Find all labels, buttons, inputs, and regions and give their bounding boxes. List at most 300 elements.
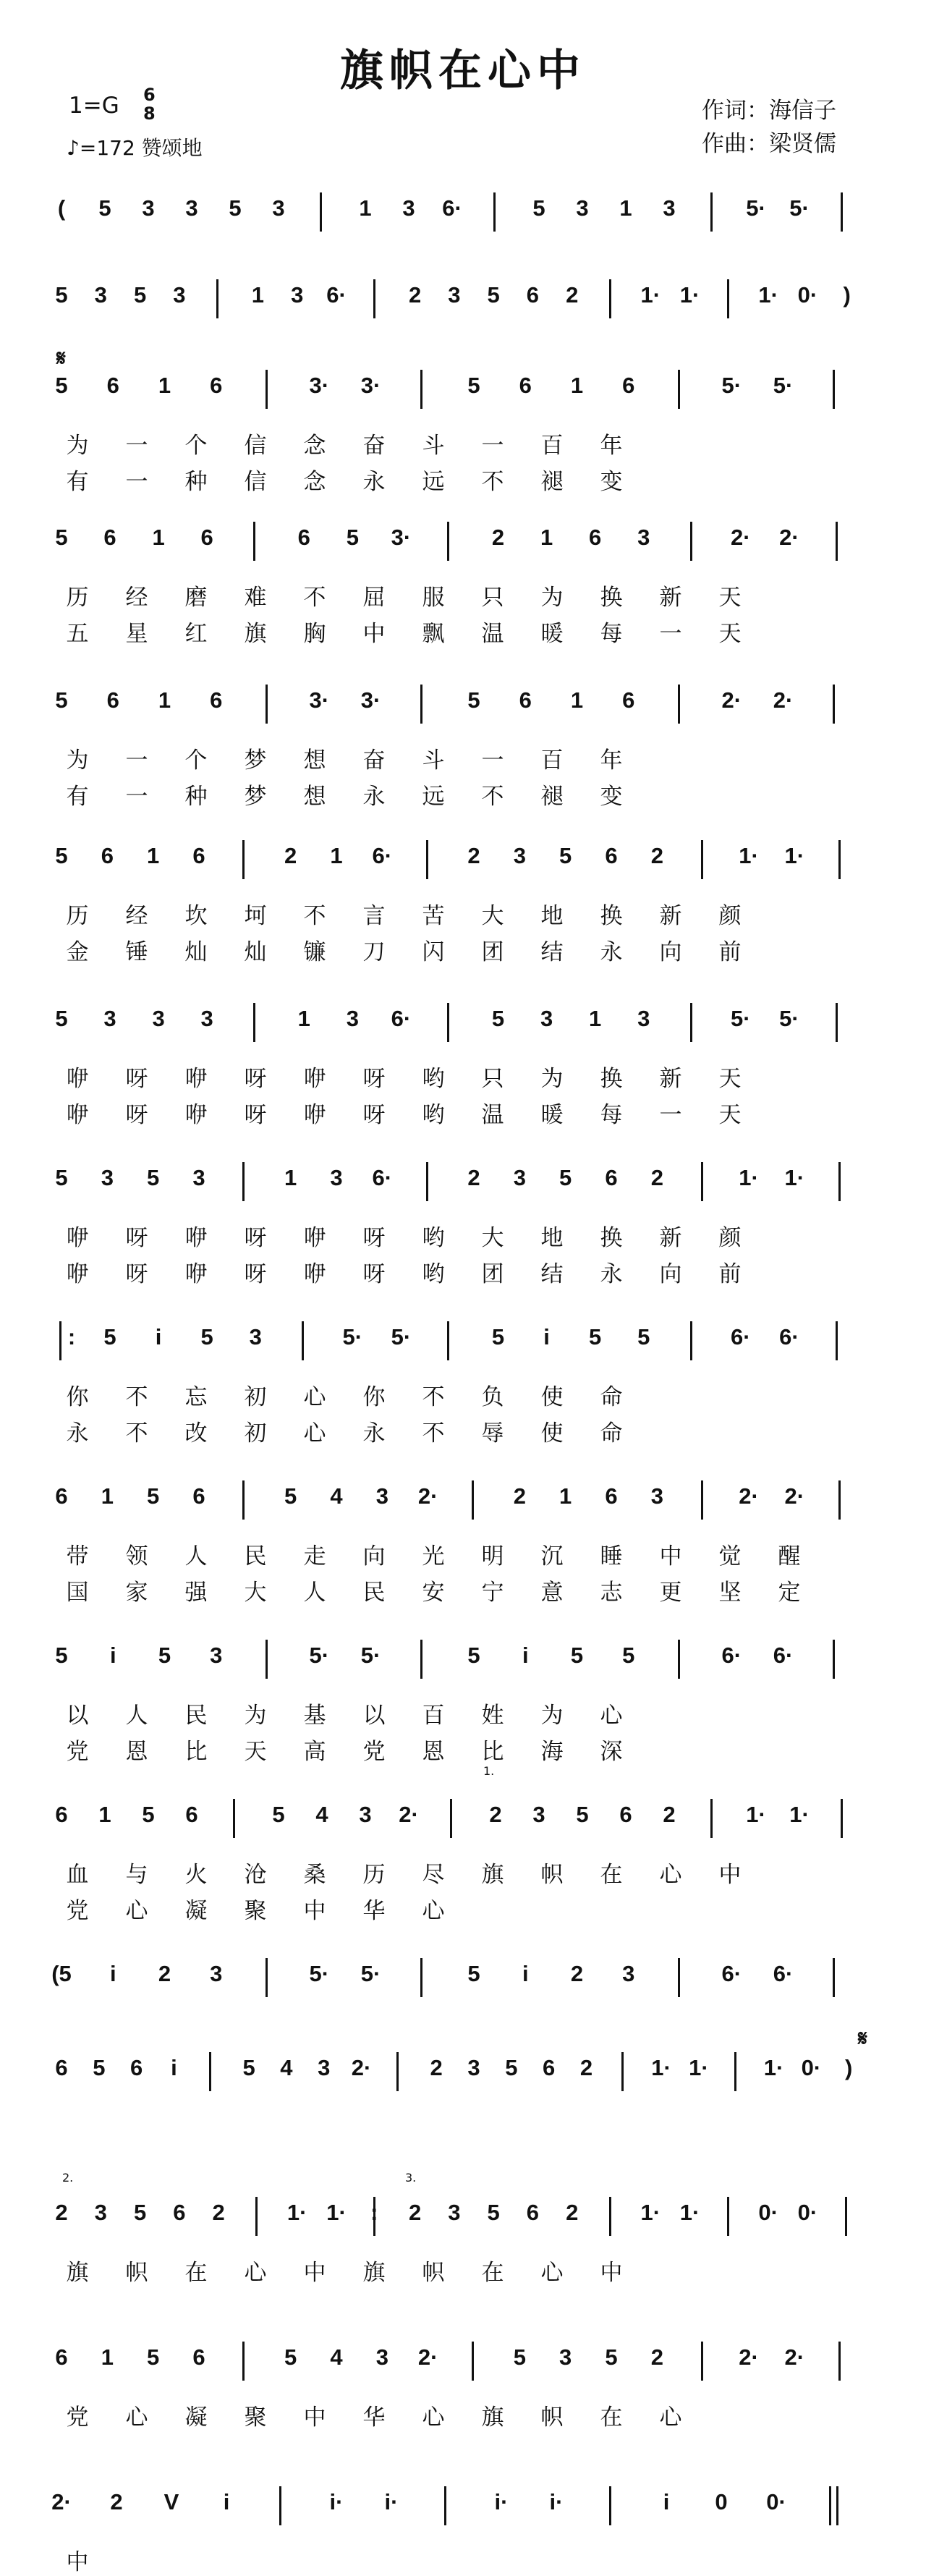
lyric-syllable: 红 bbox=[184, 621, 208, 647]
note: 3 bbox=[94, 282, 107, 308]
barline bbox=[447, 1003, 449, 1042]
lyric-syllable: 为 bbox=[66, 747, 89, 774]
key-signature: 1=G bbox=[69, 93, 119, 119]
note: 1 bbox=[101, 1483, 114, 1509]
lyric-syllable: 换 bbox=[600, 1225, 623, 1251]
note: 3 bbox=[185, 195, 198, 221]
note: 2· bbox=[773, 687, 794, 713]
lyric-syllable: 向 bbox=[362, 1543, 386, 1569]
barline bbox=[734, 2052, 736, 2091]
note: 5· bbox=[773, 373, 794, 398]
barline bbox=[701, 2342, 703, 2381]
note: 1 bbox=[359, 195, 372, 221]
lyric-line bbox=[51, 1892, 875, 1924]
lyric-syllable: 宁 bbox=[481, 1580, 504, 1606]
note: 6· bbox=[326, 282, 347, 308]
lyric-syllable: 为 bbox=[540, 585, 564, 611]
barline bbox=[209, 2052, 211, 2091]
note: i bbox=[663, 2489, 670, 2514]
lyric-syllable: 天 bbox=[718, 621, 742, 647]
lyric-syllable: 哟 bbox=[422, 1261, 445, 1287]
lyric-syllable: 哟 bbox=[422, 1225, 445, 1251]
note: 5 bbox=[559, 843, 572, 868]
lyric-syllable: 在 bbox=[184, 2260, 208, 2286]
note: 1· bbox=[746, 1802, 766, 1827]
barline bbox=[266, 1958, 268, 1997]
note: 3 bbox=[559, 2344, 572, 2370]
note: 5 bbox=[272, 1802, 285, 1827]
note: 6 bbox=[200, 525, 213, 550]
repeat-sign: : bbox=[370, 2200, 378, 2225]
lyric-syllable: 心 bbox=[422, 2405, 445, 2431]
lyric-syllable: 一 bbox=[481, 433, 504, 459]
barline bbox=[833, 370, 835, 409]
note: 6 bbox=[622, 373, 635, 398]
barline bbox=[253, 522, 255, 561]
composer: 作曲：梁贤儒 bbox=[702, 131, 836, 157]
note: 3 bbox=[375, 2344, 388, 2370]
note: 3 bbox=[101, 1165, 114, 1190]
note: 2· bbox=[739, 1483, 759, 1509]
note: 1 bbox=[330, 843, 343, 868]
lyric-syllable: 奋 bbox=[362, 747, 386, 774]
barline bbox=[609, 2486, 611, 2525]
note: 4 bbox=[330, 1483, 343, 1509]
lyric-syllable: 念 bbox=[303, 469, 326, 495]
lyric-syllable: 沧 bbox=[244, 1862, 267, 1888]
lyric-syllable: 永 bbox=[600, 1261, 623, 1287]
lyric-syllable: 中 bbox=[718, 1862, 742, 1888]
lyric-syllable: 咿 bbox=[66, 1102, 89, 1128]
lyric-syllable: 远 bbox=[422, 469, 445, 495]
lyric-syllable: 在 bbox=[481, 2260, 504, 2286]
lyric-syllable: 中 bbox=[303, 2405, 326, 2431]
barline bbox=[710, 192, 713, 232]
note: 3 bbox=[152, 1006, 165, 1031]
notation-line bbox=[51, 525, 875, 561]
notation-line bbox=[51, 1165, 875, 1201]
note: 1 bbox=[570, 373, 584, 398]
lyric-syllable: 天 bbox=[718, 1066, 742, 1092]
lyric-syllable: 中 bbox=[66, 2549, 89, 2575]
lyric-syllable: 旗 bbox=[66, 2260, 89, 2286]
lyric-syllable: 以 bbox=[362, 1703, 386, 1729]
note: 3 bbox=[663, 195, 676, 221]
lyric-syllable: 奋 bbox=[362, 433, 386, 459]
barline bbox=[472, 1480, 474, 1520]
barline bbox=[829, 2486, 838, 2525]
note: 1 bbox=[559, 1483, 572, 1509]
lyric-syllable: 信 bbox=[244, 433, 267, 459]
lyric-syllable: 华 bbox=[362, 1898, 386, 1924]
lyric-syllable: 凝 bbox=[184, 2405, 208, 2431]
lyric-line bbox=[51, 2543, 875, 2575]
lyric-syllable: 强 bbox=[184, 1580, 208, 1606]
lyric-syllable: 心 bbox=[600, 1703, 623, 1729]
lyric-syllable: 暖 bbox=[540, 1102, 564, 1128]
note: 0· bbox=[766, 2489, 786, 2514]
note: 3 bbox=[540, 1006, 553, 1031]
barline bbox=[426, 1162, 428, 1201]
lyric-syllable: 党 bbox=[66, 2405, 89, 2431]
lyric-syllable: 只 bbox=[481, 585, 504, 611]
note: 3· bbox=[391, 525, 412, 550]
note: 2 bbox=[570, 1961, 584, 1986]
lyric-line bbox=[51, 742, 875, 774]
note: 6 bbox=[192, 1483, 205, 1509]
note: 5 bbox=[346, 525, 359, 550]
lyric-syllable: 改 bbox=[184, 1420, 208, 1446]
notation-line bbox=[51, 1324, 875, 1360]
lyric-line bbox=[51, 1733, 875, 1765]
lyric-syllable: 咿 bbox=[66, 1225, 89, 1251]
lyric-syllable: 苦 bbox=[422, 903, 445, 929]
lyric-syllable: 命 bbox=[600, 1420, 623, 1446]
barline bbox=[621, 2052, 624, 2091]
lyric-syllable: 家 bbox=[125, 1580, 148, 1606]
volta-label: 1. bbox=[483, 1764, 495, 1778]
lyric-syllable: 地 bbox=[540, 903, 564, 929]
note: 2· bbox=[779, 525, 799, 550]
segno-mark: 𝄋 bbox=[858, 2026, 867, 2051]
note: 1· bbox=[286, 2200, 307, 2225]
note: 2· bbox=[51, 2489, 72, 2514]
note: 2 bbox=[467, 843, 480, 868]
note: 3· bbox=[309, 373, 330, 398]
credits bbox=[702, 94, 836, 161]
lyric-line bbox=[51, 1060, 875, 1092]
note: 1 bbox=[589, 1006, 602, 1031]
barline bbox=[266, 685, 268, 724]
note: 3 bbox=[272, 195, 285, 221]
lyric-syllable: 闪 bbox=[422, 939, 445, 965]
note: 5 bbox=[467, 1961, 480, 1986]
lyric-syllable: 天 bbox=[718, 1102, 742, 1128]
note: 1 bbox=[147, 843, 160, 868]
barline bbox=[266, 1640, 268, 1679]
lyric-syllable: 大 bbox=[244, 1580, 267, 1606]
lyric-syllable: 每 bbox=[600, 621, 623, 647]
lyric-syllable: 呀 bbox=[125, 1225, 148, 1251]
note: 3 bbox=[467, 2055, 480, 2080]
note: 5 bbox=[142, 1802, 155, 1827]
lyric-line bbox=[51, 1255, 875, 1287]
lyric-syllable: 咿 bbox=[184, 1225, 208, 1251]
note: 3 bbox=[637, 1006, 650, 1031]
note: 3 bbox=[359, 1802, 372, 1827]
lyric-syllable: 不 bbox=[422, 1384, 445, 1410]
lyric-syllable: 咿 bbox=[303, 1261, 326, 1287]
lyric-syllable: 年 bbox=[600, 433, 623, 459]
note: 3 bbox=[346, 1006, 359, 1031]
lyric-syllable: 每 bbox=[600, 1102, 623, 1128]
note: 3· bbox=[360, 687, 381, 713]
notation-line bbox=[51, 2200, 875, 2236]
lyric-syllable: 恩 bbox=[125, 1739, 148, 1765]
notation-line bbox=[51, 687, 875, 724]
note: 1 bbox=[297, 1006, 310, 1031]
notation-line bbox=[51, 2055, 875, 2091]
lyric-syllable: 斗 bbox=[422, 433, 445, 459]
note: 6· bbox=[372, 1165, 393, 1190]
note: 3 bbox=[375, 1483, 388, 1509]
lyric-syllable: 结 bbox=[540, 939, 564, 965]
lyric-line bbox=[51, 615, 875, 647]
note: 5· bbox=[721, 373, 742, 398]
lyric-syllable: 安 bbox=[422, 1580, 445, 1606]
lyric-syllable: 新 bbox=[659, 1225, 682, 1251]
lyric-syllable: 呀 bbox=[244, 1225, 267, 1251]
note: 6 bbox=[185, 1802, 198, 1827]
note: 2 bbox=[212, 2200, 225, 2225]
notation-line bbox=[51, 1961, 875, 1997]
lyric-syllable: 刀 bbox=[362, 939, 386, 965]
note: 2 bbox=[430, 2055, 443, 2080]
notation-line bbox=[51, 843, 875, 879]
lyric-syllable: 颜 bbox=[718, 903, 742, 929]
lyric-syllable: 百 bbox=[422, 1703, 445, 1729]
lyric-syllable: 斗 bbox=[422, 747, 445, 774]
barline bbox=[727, 2197, 729, 2236]
lyric-syllable: 高 bbox=[303, 1739, 326, 1765]
lyric-syllable: 定 bbox=[778, 1580, 801, 1606]
lyric-line bbox=[51, 1856, 875, 1888]
note: i bbox=[223, 2489, 230, 2514]
barline bbox=[701, 840, 703, 879]
lyric-syllable: 人 bbox=[125, 1703, 148, 1729]
note: 2· bbox=[417, 2344, 438, 2370]
lyric-syllable: 变 bbox=[600, 784, 623, 810]
lyric-syllable: 意 bbox=[540, 1580, 564, 1606]
note: 3 bbox=[513, 843, 526, 868]
lyric-syllable: 换 bbox=[600, 585, 623, 611]
lyric-syllable: 新 bbox=[659, 585, 682, 611]
note: i bbox=[522, 1643, 529, 1668]
lyric-syllable: 桑 bbox=[303, 1862, 326, 1888]
barline bbox=[690, 1003, 692, 1042]
note: 0· bbox=[797, 282, 818, 308]
barline bbox=[420, 685, 422, 724]
barline bbox=[279, 2486, 281, 2525]
time-signature bbox=[143, 85, 156, 123]
barline bbox=[420, 1958, 422, 1997]
lyric-syllable: 哟 bbox=[422, 1066, 445, 1092]
note: 6 bbox=[103, 525, 116, 550]
lyric-syllable: 温 bbox=[481, 1102, 504, 1128]
lyric-syllable: 暖 bbox=[540, 621, 564, 647]
note: 2 bbox=[579, 2055, 593, 2080]
note: 3 bbox=[210, 1643, 223, 1668]
note: 3 bbox=[318, 2055, 331, 2080]
lyric-syllable: 沉 bbox=[540, 1543, 564, 1569]
lyric-syllable: 民 bbox=[362, 1580, 386, 1606]
note: i· bbox=[494, 2489, 509, 2514]
lyric-syllable: 信 bbox=[244, 469, 267, 495]
lyric-syllable: 领 bbox=[125, 1543, 148, 1569]
lyric-syllable: 党 bbox=[66, 1898, 89, 1924]
note: 5 bbox=[200, 1324, 213, 1350]
barline bbox=[242, 2342, 245, 2381]
lyric-syllable: 不 bbox=[481, 784, 504, 810]
lyric-syllable: 国 bbox=[66, 1580, 89, 1606]
lyric-syllable: 聚 bbox=[244, 2405, 267, 2431]
note: 6 bbox=[589, 525, 602, 550]
lyric-syllable: 坚 bbox=[718, 1580, 742, 1606]
note: 1· bbox=[679, 2200, 700, 2225]
note: 6· bbox=[372, 843, 393, 868]
lyric-line bbox=[51, 579, 875, 611]
lyric-syllable: 为 bbox=[244, 1703, 267, 1729]
lyric-syllable: 为 bbox=[540, 1066, 564, 1092]
barline bbox=[836, 1003, 838, 1042]
lyric-syllable: 帜 bbox=[540, 1862, 564, 1888]
note: 0· bbox=[797, 2200, 818, 2225]
lyric-syllable: 血 bbox=[66, 1862, 89, 1888]
note: 2 bbox=[408, 2200, 422, 2225]
lyric-syllable: 海 bbox=[540, 1739, 564, 1765]
note: 5 bbox=[576, 1802, 589, 1827]
lyric-syllable: 灿 bbox=[244, 939, 267, 965]
lyric-syllable: 心 bbox=[303, 1420, 326, 1446]
lyric-syllable: 金 bbox=[66, 939, 89, 965]
note: 5 bbox=[147, 2344, 160, 2370]
lyric-syllable: 只 bbox=[481, 1066, 504, 1092]
lyric-syllable: 旗 bbox=[244, 621, 267, 647]
lyric-syllable: 为 bbox=[66, 433, 89, 459]
note: 1· bbox=[651, 2055, 671, 2080]
lyric-line bbox=[51, 1538, 875, 1567]
note: 6 bbox=[106, 373, 119, 398]
lyric-syllable: 呀 bbox=[362, 1261, 386, 1287]
barline bbox=[302, 1321, 304, 1360]
lyric-syllable: 坷 bbox=[244, 903, 267, 929]
note: 3 bbox=[173, 282, 186, 308]
note: 6 bbox=[173, 2200, 186, 2225]
notation-line bbox=[51, 195, 875, 232]
lyric-syllable: 有 bbox=[66, 784, 89, 810]
barline bbox=[833, 1640, 835, 1679]
barline bbox=[678, 1640, 680, 1679]
notation-line bbox=[51, 1802, 875, 1838]
note: 3· bbox=[360, 373, 381, 398]
lyric-syllable: 以 bbox=[66, 1703, 89, 1729]
barline bbox=[678, 1958, 680, 1997]
note: 5 bbox=[487, 282, 500, 308]
note: 2 bbox=[491, 525, 505, 550]
note: 6 bbox=[55, 2344, 68, 2370]
note: 3 bbox=[622, 1961, 635, 1986]
barline bbox=[609, 279, 611, 318]
note: 5 bbox=[158, 1643, 171, 1668]
note: 5 bbox=[570, 1643, 584, 1668]
note: 1 bbox=[98, 1802, 111, 1827]
barline bbox=[701, 1162, 703, 1201]
lyric-syllable: 一 bbox=[125, 784, 148, 810]
lyric-line bbox=[51, 778, 875, 810]
note: 5 bbox=[147, 1483, 160, 1509]
note: 6 bbox=[130, 2055, 143, 2080]
notation-line bbox=[51, 282, 875, 318]
lyric-syllable: 更 bbox=[659, 1580, 682, 1606]
lyric-syllable: 恩 bbox=[422, 1739, 445, 1765]
time-top: 6 bbox=[143, 85, 156, 105]
lyric-syllable: 不 bbox=[125, 1384, 148, 1410]
notation-line bbox=[51, 1643, 875, 1679]
note: ) bbox=[845, 2055, 853, 2080]
note: i bbox=[171, 2055, 177, 2080]
barline bbox=[833, 1958, 835, 1997]
note: 5 bbox=[505, 2055, 518, 2080]
note: 2 bbox=[408, 282, 422, 308]
note: 6 bbox=[605, 1165, 618, 1190]
lyric-syllable: 走 bbox=[303, 1543, 326, 1569]
note: 1· bbox=[326, 2200, 347, 2225]
note: 6 bbox=[192, 2344, 205, 2370]
note: 1 bbox=[619, 195, 632, 221]
lyric-syllable: 在 bbox=[600, 1862, 623, 1888]
note: 4 bbox=[330, 2344, 343, 2370]
note: 2· bbox=[731, 525, 751, 550]
lyric-syllable: 初 bbox=[244, 1384, 267, 1410]
note: 3 bbox=[576, 195, 589, 221]
lyric-line bbox=[51, 463, 875, 495]
lyric-syllable: 一 bbox=[125, 469, 148, 495]
lyric-syllable: 在 bbox=[600, 2405, 623, 2431]
lyric-syllable: 有 bbox=[66, 469, 89, 495]
lyric-syllable: 中 bbox=[303, 2260, 326, 2286]
lyric-syllable: 五 bbox=[66, 621, 89, 647]
note: 3 bbox=[532, 1802, 545, 1827]
note: i bbox=[522, 1961, 529, 1986]
barline bbox=[444, 2486, 446, 2525]
note: 6 bbox=[605, 843, 618, 868]
note: 5 bbox=[98, 195, 111, 221]
barline bbox=[242, 1480, 245, 1520]
lyric-syllable: 民 bbox=[244, 1543, 267, 1569]
note: 5 bbox=[55, 373, 68, 398]
lyric-syllable: 地 bbox=[540, 1225, 564, 1251]
note: 2· bbox=[399, 1802, 419, 1827]
lyric-syllable: 结 bbox=[540, 1261, 564, 1287]
lyric-syllable: 褪 bbox=[540, 469, 564, 495]
barline bbox=[420, 1640, 422, 1679]
lyric-syllable: 呀 bbox=[125, 1102, 148, 1128]
lyric-syllable: 难 bbox=[244, 585, 267, 611]
lyric-syllable: 天 bbox=[244, 1739, 267, 1765]
barline bbox=[838, 1162, 841, 1201]
lyric-syllable: 服 bbox=[422, 585, 445, 611]
note: 6· bbox=[773, 1961, 794, 1986]
lyricist: 作词：海信子 bbox=[702, 98, 836, 124]
note: i bbox=[109, 1961, 116, 1986]
tempo-marking: ♪=172 赞颂地 bbox=[67, 136, 203, 160]
note: 2 bbox=[467, 1165, 480, 1190]
lyric-syllable: 不 bbox=[303, 903, 326, 929]
lyric-line bbox=[51, 2254, 875, 2286]
lyric-syllable: 新 bbox=[659, 903, 682, 929]
note: 3 bbox=[448, 2200, 461, 2225]
note: 6· bbox=[391, 1006, 412, 1031]
note: 6 bbox=[101, 843, 114, 868]
barline bbox=[233, 1799, 235, 1838]
barline bbox=[493, 192, 496, 232]
lyric-syllable: 初 bbox=[244, 1420, 267, 1446]
note: 5 bbox=[55, 282, 68, 308]
lyric-syllable: 前 bbox=[718, 939, 742, 965]
note: 1· bbox=[784, 1165, 805, 1190]
lyric-syllable: 一 bbox=[481, 747, 504, 774]
note: 1· bbox=[640, 2200, 661, 2225]
